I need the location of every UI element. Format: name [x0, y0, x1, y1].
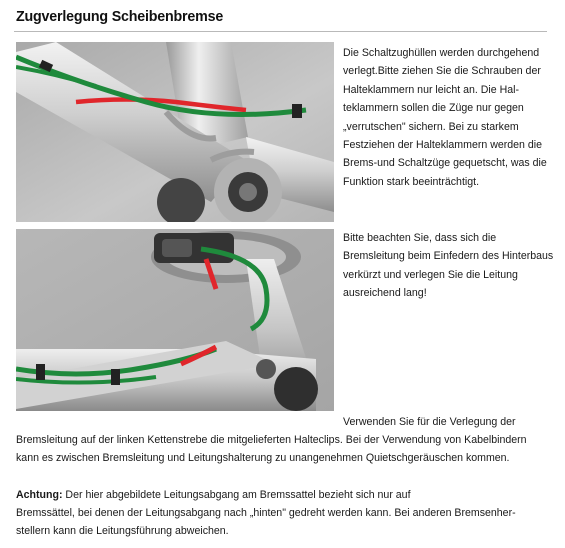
paragraph-cable-housing: Die Schaltzughüllen werden durchgehend verlegt.Bitte ziehen Sie die Schrauben der Halteklammern nur leicht an. Die Hal-teklammern sollen die Züge nur gegen „verrutschen" sichern. Bei zu starkem Festziehen der Halteklammern werden die Brems-und Schaltzüge gequetscht, was die Funktion stark beeinträchtigt. — [343, 47, 547, 188]
paragraph-clips-line-2: Bremsleitung auf der linken Kettenstrebe die mitgelieferten Halteclips. Bei der Verwendung von Kabelbindern — [16, 434, 527, 446]
photo-rear-triangle-brake-routing — [16, 229, 334, 411]
paragraph-warning-line-3: stellern kann die Leitungsführung abweichen. — [16, 525, 229, 537]
page-title: Zugverlegung Scheibenbremse — [16, 8, 224, 25]
paragraph-brake-line-length: Bitte beachten Sie, dass sich die Bremsleitung beim Einfedern des Hinterbaus verkürzt und verlegen Sie die Leitung ausreichend lang! — [343, 232, 554, 300]
warning-label: Achtung: — [16, 489, 63, 501]
photo-bottom-bracket-cable-routing — [16, 42, 334, 222]
paragraph-clips-line-3: kann es zwischen Bremsleitung und Leitungshalterung zu unangenehmen Quietschgeräuschen kommen. — [16, 452, 510, 464]
paragraph-warning-line-2: Bremssättel, bei denen der Leitungsabgang nach „hinten" gedreht werden kann. Bei anderen Bremsenher- — [16, 507, 516, 519]
paragraph-warning-line-1 — [16, 488, 411, 502]
warning-text-1: Der hier abgebildete Leitungsabgang am Bremssattel bezieht sich nur auf — [62, 489, 411, 501]
paragraph-clips-line-1: Verwenden Sie für die Verlegung der — [343, 416, 516, 428]
title-divider — [14, 31, 547, 32]
